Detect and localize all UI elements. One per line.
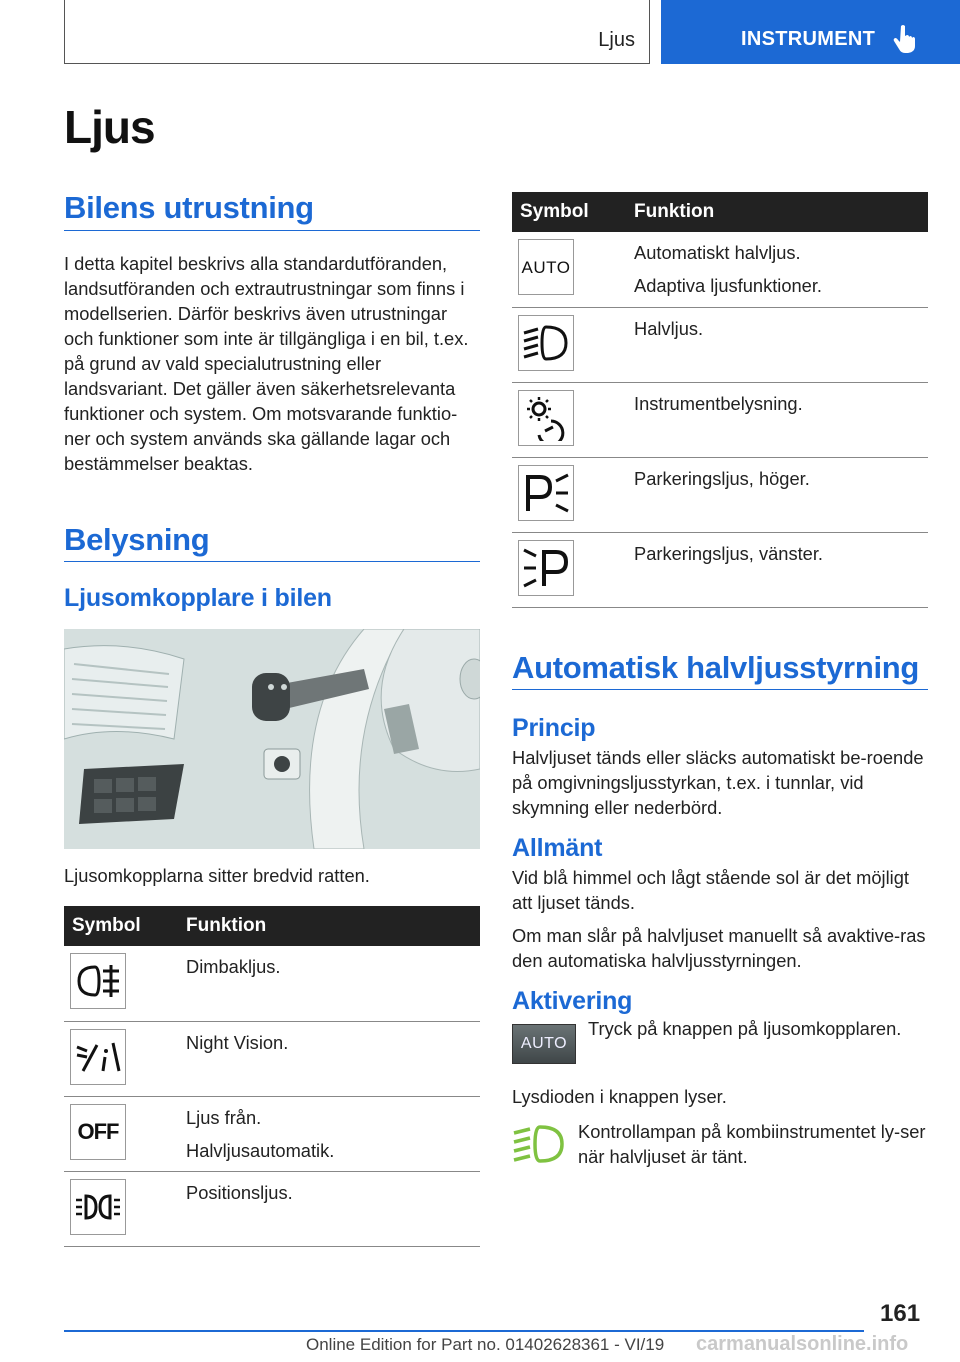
low-beam-indicator-icon (512, 1121, 564, 1167)
page-title: Ljus (64, 101, 155, 153)
table-row (64, 946, 480, 1021)
pointing-hand-icon (893, 24, 921, 54)
instrument-lighting-icon (518, 390, 574, 446)
footer-divider (64, 1330, 864, 1332)
column-header-symbol: Symbol (64, 906, 186, 946)
subsection-title-aktivering: Aktivering (512, 987, 633, 1016)
table-row (512, 457, 928, 532)
watermark-text: carmanualsonline.info (696, 1333, 909, 1355)
light-switch-illustration (64, 629, 480, 849)
photo-caption: Ljusomkopplarna sitter bredvid ratten. (64, 865, 370, 887)
subsection-title-princip: Princip (512, 714, 596, 743)
right-symbol-table (512, 192, 928, 608)
section-title-automatisk-halvljusstyrning: Automatisk halvljusstyrning (512, 650, 928, 691)
column-header-function: Funktion (186, 906, 480, 946)
header-section-label: Ljus (598, 29, 635, 51)
header-chapter-box (661, 0, 960, 64)
fog-light-icon (70, 953, 126, 1009)
header-section-box (64, 0, 650, 64)
subsection-title-ljusomkopplare: Ljusomkopplare i bilen (64, 584, 332, 613)
table-row (64, 1171, 480, 1246)
subsection-title-allmant: Allmänt (512, 834, 603, 863)
edition-text: Online Edition for Part no. 01402628361 - VI/19 (306, 1335, 665, 1354)
table-row (64, 1096, 480, 1171)
function-text: Dimbakljus. (186, 956, 281, 978)
table-header-row (512, 192, 928, 232)
low-beam-icon (518, 315, 574, 371)
table-row (512, 232, 928, 307)
function-text: Parkeringsljus, vänster. (634, 542, 823, 564)
off-icon: OFF (70, 1104, 126, 1160)
table-row (512, 532, 928, 607)
allmant-paragraph-2: Om man slår på halvljuset manuellt så avaktive-ras den automatiska halvljusstyrningen. (512, 925, 926, 972)
night-vision-icon (70, 1029, 126, 1085)
intro-paragraph: I detta kapitel beskrivs alla standardutföranden, landsutföranden och extrautrustningar som finns i modellserien. Därför beskrivs även utrustningar och funktioner som inte är tillgängliga i en bil, t.ex. på grund av vald specialutrustning eller landsvariant. Det gäller även säkerhetsrelevanta funktioner och system. Om motsvarande funktio-ner och system används ska gällande lagar och bestämmelser beaktas. (64, 252, 469, 474)
function-text: Instrumentbelysning. (634, 392, 803, 414)
table-header-row (64, 906, 480, 946)
left-symbol-table (64, 906, 480, 1247)
indicator-text: Kontrollampan på kombiinstrumentet ly-ser när halvljuset är tänt. (578, 1121, 926, 1168)
auto-icon: AUTO (518, 239, 574, 295)
position-light-icon (70, 1179, 126, 1235)
princip-paragraph: Halvljuset tänds eller släcks automatiskt be-roende på omgivningsljusstyrkan, t.ex. i tunnlar, vid skymning eller nederbörd. (512, 747, 924, 819)
column-header-symbol: Symbol (512, 192, 634, 232)
function-text: Ljus från. (186, 1106, 262, 1128)
function-text: Adaptiva ljusfunktioner. (634, 275, 823, 296)
auto-button (512, 1024, 576, 1064)
page-number: 161 (880, 1300, 921, 1327)
auto-button-label: AUTO (520, 1035, 568, 1053)
led-text: Lysdioden i knappen lyser. (512, 1086, 727, 1108)
column-header-function: Funktion (634, 192, 928, 232)
aktivering-text: Tryck på knappen på ljusomkopplaren. (588, 1018, 902, 1040)
light-switch-photo (64, 629, 480, 849)
header-chapter-label: INSTRUMENT (741, 28, 876, 50)
function-text: Night Vision. (186, 1031, 289, 1053)
table-row (512, 382, 928, 457)
parking-light-left-icon (518, 540, 574, 596)
function-text: Positionsljus. (186, 1181, 293, 1203)
table-row (512, 307, 928, 382)
allmant-paragraph-1: Vid blå himmel och lågt stående sol är det möjligt att ljuset tänds. (512, 867, 909, 914)
section-title-belysning: Belysning (64, 522, 480, 563)
left-column (64, 190, 480, 1247)
right-column (512, 192, 928, 1179)
function-text: Halvljus. (634, 317, 704, 339)
function-text: Parkeringsljus, höger. (634, 467, 810, 489)
table-row (64, 1021, 480, 1096)
function-text: Automatiskt halvljus. (634, 242, 801, 263)
section-title-bilens-utrustning: Bilens utrustning (64, 190, 480, 231)
parking-light-right-icon (518, 465, 574, 521)
function-text: Halvljusautomatik. (186, 1139, 335, 1161)
